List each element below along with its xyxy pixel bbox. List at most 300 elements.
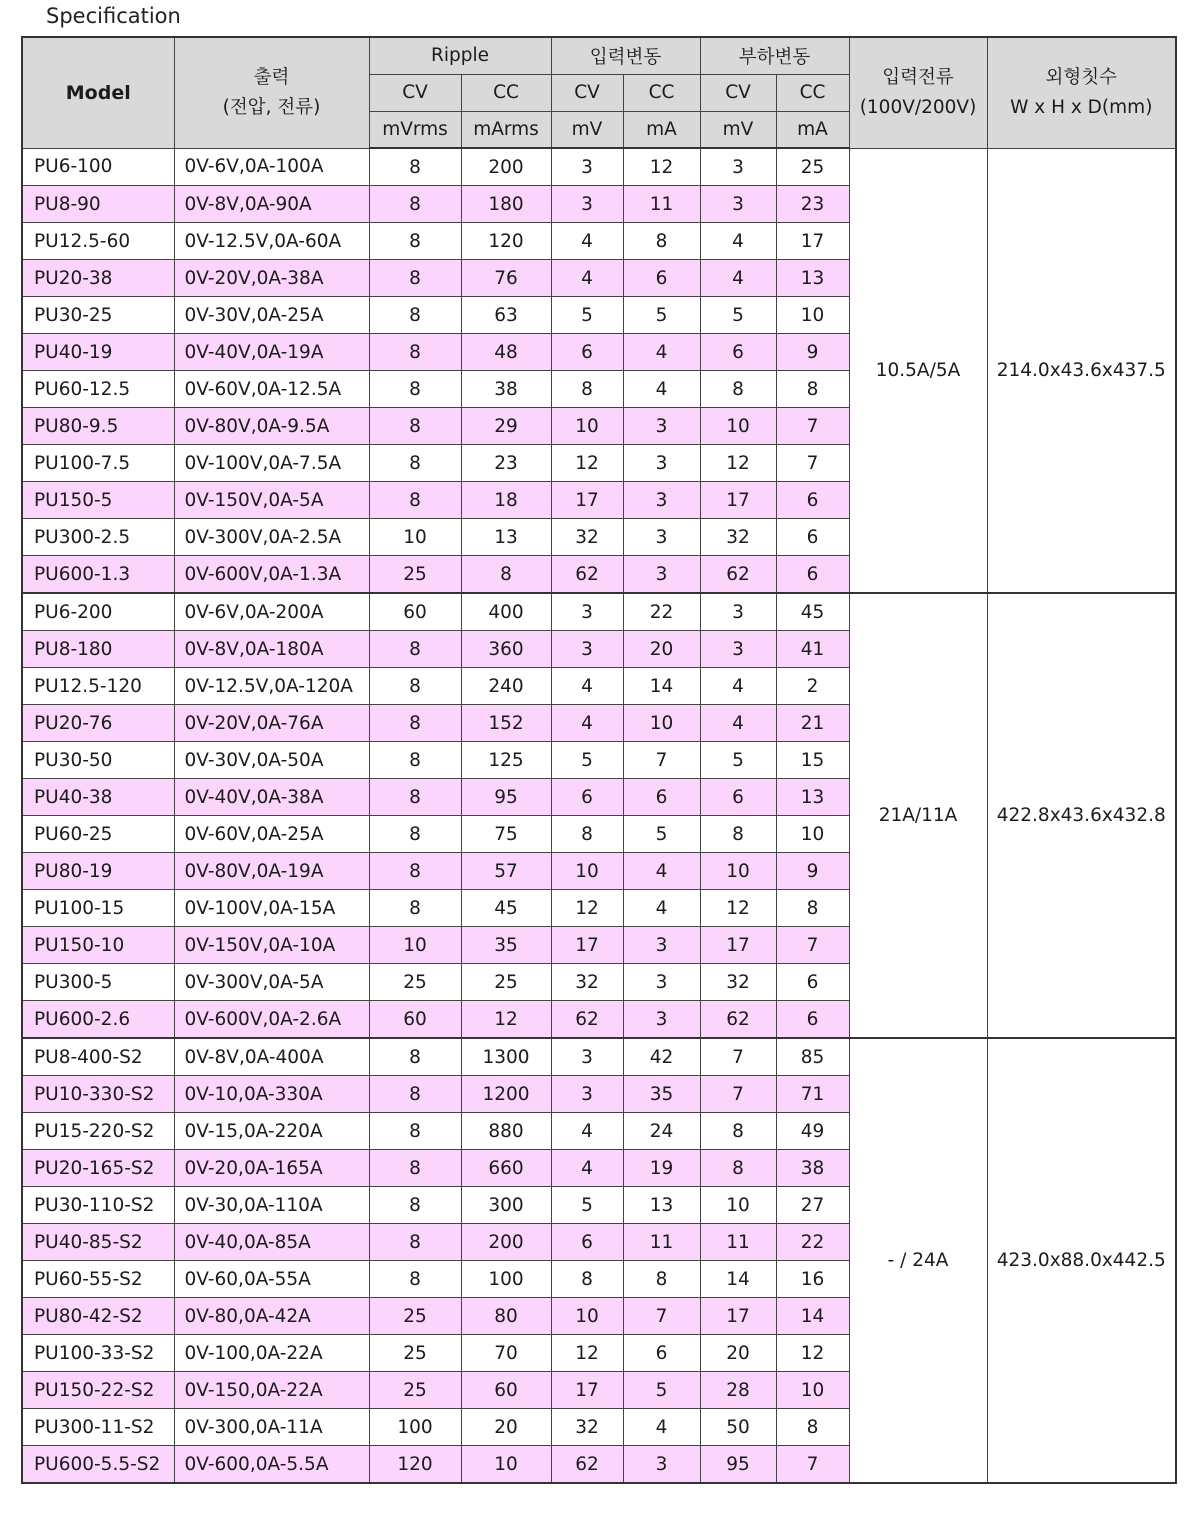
cell-load-cv: 3 bbox=[700, 631, 776, 668]
cell-ripple-cv: 8 bbox=[369, 1187, 461, 1224]
cell-ripple-cv: 60 bbox=[369, 593, 461, 631]
cell-ripple-cv: 8 bbox=[369, 1038, 461, 1076]
cell-input-cc: 3 bbox=[623, 408, 700, 445]
cell-input-cc: 11 bbox=[623, 1224, 700, 1261]
unit-input-cv: mV bbox=[551, 111, 623, 148]
header-model: Model bbox=[22, 37, 174, 148]
cell-load-cv: 5 bbox=[700, 297, 776, 334]
cell-ripple-cc: 12 bbox=[461, 1001, 551, 1039]
cell-input-cv: 4 bbox=[551, 705, 623, 742]
cell-input-cv: 17 bbox=[551, 482, 623, 519]
cell-load-cc: 25 bbox=[776, 148, 849, 186]
header-input-cv: CV bbox=[551, 74, 623, 111]
cell-load-cv: 5 bbox=[700, 742, 776, 779]
cell-load-cc: 12 bbox=[776, 1335, 849, 1372]
cell-input-cv: 32 bbox=[551, 1409, 623, 1446]
cell-output: 0V-100,0A-22A bbox=[174, 1335, 369, 1372]
cell-output: 0V-40V,0A-19A bbox=[174, 334, 369, 371]
cell-output: 0V-12.5V,0A-120A bbox=[174, 668, 369, 705]
cell-input-cv: 3 bbox=[551, 593, 623, 631]
header-output bbox=[174, 37, 369, 148]
cell-ripple-cc: 180 bbox=[461, 186, 551, 223]
cell-load-cc: 15 bbox=[776, 742, 849, 779]
cell-load-cv: 17 bbox=[700, 482, 776, 519]
cell-load-cc: 10 bbox=[776, 297, 849, 334]
cell-input-cc: 4 bbox=[623, 334, 700, 371]
header-input-current bbox=[849, 37, 987, 148]
cell-input-cv: 8 bbox=[551, 371, 623, 408]
cell-input-cc: 8 bbox=[623, 223, 700, 260]
cell-ripple-cc: 23 bbox=[461, 445, 551, 482]
cell-ripple-cv: 8 bbox=[369, 742, 461, 779]
cell-ripple-cc: 80 bbox=[461, 1298, 551, 1335]
cell-model: PU100-15 bbox=[22, 890, 174, 927]
cell-output: 0V-20V,0A-38A bbox=[174, 260, 369, 297]
cell-ripple-cv: 8 bbox=[369, 705, 461, 742]
cell-output: 0V-60V,0A-12.5A bbox=[174, 371, 369, 408]
cell-model: PU40-85-S2 bbox=[22, 1224, 174, 1261]
cell-input-cc: 6 bbox=[623, 260, 700, 297]
cell-load-cv: 14 bbox=[700, 1261, 776, 1298]
cell-model: PU6-100 bbox=[22, 148, 174, 186]
cell-input-cc: 3 bbox=[623, 964, 700, 1001]
cell-output: 0V-12.5V,0A-60A bbox=[174, 223, 369, 260]
cell-input-cv: 4 bbox=[551, 260, 623, 297]
cell-load-cc: 21 bbox=[776, 705, 849, 742]
cell-output: 0V-20V,0A-76A bbox=[174, 705, 369, 742]
cell-load-cv: 32 bbox=[700, 519, 776, 556]
cell-input-cc: 14 bbox=[623, 668, 700, 705]
cell-output: 0V-30V,0A-50A bbox=[174, 742, 369, 779]
cell-load-cv: 8 bbox=[700, 371, 776, 408]
cell-load-cv: 20 bbox=[700, 1335, 776, 1372]
cell-model: PU8-90 bbox=[22, 186, 174, 223]
cell-input-cv: 5 bbox=[551, 742, 623, 779]
cell-ripple-cv: 25 bbox=[369, 1372, 461, 1409]
cell-ripple-cv: 8 bbox=[369, 1261, 461, 1298]
cell-input-cc: 19 bbox=[623, 1150, 700, 1187]
cell-load-cv: 28 bbox=[700, 1372, 776, 1409]
cell-ripple-cc: 60 bbox=[461, 1372, 551, 1409]
cell-ripple-cc: 35 bbox=[461, 927, 551, 964]
cell-model: PU20-76 bbox=[22, 705, 174, 742]
cell-load-cc: 8 bbox=[776, 1409, 849, 1446]
cell-input-cv: 32 bbox=[551, 519, 623, 556]
cell-output: 0V-8V,0A-400A bbox=[174, 1038, 369, 1076]
cell-input-cv: 6 bbox=[551, 1224, 623, 1261]
page-title: Specification bbox=[46, 4, 181, 28]
cell-ripple-cc: 70 bbox=[461, 1335, 551, 1372]
cell-load-cv: 10 bbox=[700, 853, 776, 890]
cell-output: 0V-6V,0A-100A bbox=[174, 148, 369, 186]
cell-load-cv: 3 bbox=[700, 148, 776, 186]
cell-load-cv: 4 bbox=[700, 705, 776, 742]
cell-ripple-cc: 29 bbox=[461, 408, 551, 445]
cell-ripple-cv: 8 bbox=[369, 445, 461, 482]
cell-dimensions: 422.8x43.6x432.8 bbox=[987, 593, 1176, 1038]
cell-input-cv: 5 bbox=[551, 1187, 623, 1224]
cell-model: PU60-12.5 bbox=[22, 371, 174, 408]
cell-ripple-cv: 8 bbox=[369, 148, 461, 186]
cell-ripple-cv: 10 bbox=[369, 927, 461, 964]
cell-input-cv: 62 bbox=[551, 556, 623, 594]
cell-input-current: - / 24A bbox=[849, 1038, 987, 1483]
cell-model: PU20-38 bbox=[22, 260, 174, 297]
cell-input-cv: 4 bbox=[551, 223, 623, 260]
cell-ripple-cv: 8 bbox=[369, 223, 461, 260]
cell-ripple-cc: 38 bbox=[461, 371, 551, 408]
cell-input-cc: 3 bbox=[623, 1446, 700, 1484]
cell-input-cv: 10 bbox=[551, 853, 623, 890]
header-input-current-line1: 입력전류 bbox=[882, 66, 954, 88]
cell-model: PU30-25 bbox=[22, 297, 174, 334]
cell-model: PU600-5.5-S2 bbox=[22, 1446, 174, 1484]
cell-input-cc: 24 bbox=[623, 1113, 700, 1150]
cell-input-cv: 4 bbox=[551, 668, 623, 705]
cell-ripple-cv: 120 bbox=[369, 1446, 461, 1484]
cell-input-cc: 3 bbox=[623, 1001, 700, 1039]
cell-model: PU100-7.5 bbox=[22, 445, 174, 482]
header-dimensions-line2: W x H x D(mm) bbox=[1010, 96, 1153, 118]
cell-load-cc: 17 bbox=[776, 223, 849, 260]
cell-output: 0V-10,0A-330A bbox=[174, 1076, 369, 1113]
cell-load-cc: 13 bbox=[776, 260, 849, 297]
cell-ripple-cc: 880 bbox=[461, 1113, 551, 1150]
cell-load-cc: 10 bbox=[776, 816, 849, 853]
cell-input-cv: 8 bbox=[551, 1261, 623, 1298]
cell-ripple-cv: 8 bbox=[369, 816, 461, 853]
cell-load-cv: 50 bbox=[700, 1409, 776, 1446]
cell-load-cc: 27 bbox=[776, 1187, 849, 1224]
cell-model: PU80-42-S2 bbox=[22, 1298, 174, 1335]
cell-output: 0V-600V,0A-2.6A bbox=[174, 1001, 369, 1039]
cell-input-cv: 10 bbox=[551, 408, 623, 445]
cell-ripple-cc: 76 bbox=[461, 260, 551, 297]
cell-ripple-cc: 48 bbox=[461, 334, 551, 371]
cell-model: PU150-10 bbox=[22, 927, 174, 964]
cell-ripple-cc: 10 bbox=[461, 1446, 551, 1484]
cell-load-cc: 9 bbox=[776, 334, 849, 371]
cell-ripple-cv: 10 bbox=[369, 519, 461, 556]
cell-model: PU12.5-120 bbox=[22, 668, 174, 705]
cell-output: 0V-300V,0A-2.5A bbox=[174, 519, 369, 556]
cell-load-cv: 3 bbox=[700, 593, 776, 631]
table-row bbox=[22, 593, 1176, 631]
cell-load-cv: 3 bbox=[700, 186, 776, 223]
cell-load-cc: 6 bbox=[776, 482, 849, 519]
cell-load-cc: 16 bbox=[776, 1261, 849, 1298]
cell-input-cv: 10 bbox=[551, 1298, 623, 1335]
cell-load-cc: 49 bbox=[776, 1113, 849, 1150]
header-input-current-line2: (100V/200V) bbox=[859, 96, 977, 118]
cell-ripple-cv: 8 bbox=[369, 631, 461, 668]
cell-ripple-cc: 200 bbox=[461, 148, 551, 186]
cell-input-cv: 62 bbox=[551, 1001, 623, 1039]
cell-input-cc: 5 bbox=[623, 816, 700, 853]
cell-load-cv: 6 bbox=[700, 779, 776, 816]
cell-model: PU12.5-60 bbox=[22, 223, 174, 260]
cell-load-cc: 7 bbox=[776, 408, 849, 445]
header-ripple-cv: CV bbox=[369, 74, 461, 111]
table-header bbox=[22, 37, 1176, 148]
header-output-line2: (전압, 전류) bbox=[222, 96, 321, 118]
cell-ripple-cc: 57 bbox=[461, 853, 551, 890]
cell-load-cc: 13 bbox=[776, 779, 849, 816]
cell-output: 0V-150,0A-22A bbox=[174, 1372, 369, 1409]
cell-ripple-cc: 63 bbox=[461, 297, 551, 334]
cell-load-cv: 6 bbox=[700, 334, 776, 371]
cell-load-cv: 62 bbox=[700, 1001, 776, 1039]
cell-ripple-cv: 8 bbox=[369, 186, 461, 223]
cell-output: 0V-30V,0A-25A bbox=[174, 297, 369, 334]
cell-output: 0V-8V,0A-180A bbox=[174, 631, 369, 668]
cell-ripple-cc: 360 bbox=[461, 631, 551, 668]
cell-ripple-cc: 95 bbox=[461, 779, 551, 816]
header-ripple-cc: CC bbox=[461, 74, 551, 111]
cell-input-cv: 12 bbox=[551, 445, 623, 482]
cell-ripple-cv: 8 bbox=[369, 668, 461, 705]
cell-input-current: 21A/11A bbox=[849, 593, 987, 1038]
cell-input-cc: 3 bbox=[623, 927, 700, 964]
cell-output: 0V-600V,0A-1.3A bbox=[174, 556, 369, 594]
cell-output: 0V-20,0A-165A bbox=[174, 1150, 369, 1187]
cell-input-cc: 5 bbox=[623, 1372, 700, 1409]
cell-ripple-cc: 240 bbox=[461, 668, 551, 705]
cell-model: PU6-200 bbox=[22, 593, 174, 631]
cell-load-cc: 8 bbox=[776, 890, 849, 927]
cell-load-cv: 8 bbox=[700, 1113, 776, 1150]
cell-ripple-cv: 8 bbox=[369, 1076, 461, 1113]
cell-load-cc: 38 bbox=[776, 1150, 849, 1187]
cell-ripple-cv: 60 bbox=[369, 1001, 461, 1039]
cell-input-cc: 8 bbox=[623, 1261, 700, 1298]
cell-ripple-cv: 8 bbox=[369, 1224, 461, 1261]
cell-model: PU100-33-S2 bbox=[22, 1335, 174, 1372]
cell-ripple-cc: 125 bbox=[461, 742, 551, 779]
header-output-line1: 출력 bbox=[253, 66, 290, 88]
cell-input-cc: 22 bbox=[623, 593, 700, 631]
cell-model: PU300-5 bbox=[22, 964, 174, 1001]
cell-output: 0V-150V,0A-5A bbox=[174, 482, 369, 519]
header-input-variation: 입력변동 bbox=[551, 37, 700, 74]
cell-load-cc: 45 bbox=[776, 593, 849, 631]
table-row bbox=[22, 1038, 1176, 1076]
cell-output: 0V-600,0A-5.5A bbox=[174, 1446, 369, 1484]
cell-input-cv: 3 bbox=[551, 148, 623, 186]
cell-input-cc: 4 bbox=[623, 1409, 700, 1446]
table-body bbox=[22, 148, 1176, 1483]
cell-ripple-cc: 18 bbox=[461, 482, 551, 519]
cell-ripple-cv: 8 bbox=[369, 779, 461, 816]
cell-model: PU80-9.5 bbox=[22, 408, 174, 445]
cell-model: PU30-110-S2 bbox=[22, 1187, 174, 1224]
cell-model: PU300-11-S2 bbox=[22, 1409, 174, 1446]
cell-load-cc: 23 bbox=[776, 186, 849, 223]
cell-ripple-cc: 1300 bbox=[461, 1038, 551, 1076]
cell-ripple-cc: 13 bbox=[461, 519, 551, 556]
cell-load-cc: 6 bbox=[776, 1001, 849, 1039]
cell-input-cc: 20 bbox=[623, 631, 700, 668]
cell-ripple-cv: 8 bbox=[369, 1150, 461, 1187]
cell-model: PU150-5 bbox=[22, 482, 174, 519]
header-load-cv: CV bbox=[700, 74, 776, 111]
header-dimensions bbox=[987, 37, 1176, 148]
cell-output: 0V-6V,0A-200A bbox=[174, 593, 369, 631]
cell-input-cv: 3 bbox=[551, 1038, 623, 1076]
cell-ripple-cv: 8 bbox=[369, 482, 461, 519]
cell-load-cv: 4 bbox=[700, 668, 776, 705]
cell-input-cv: 4 bbox=[551, 1150, 623, 1187]
cell-load-cc: 71 bbox=[776, 1076, 849, 1113]
cell-input-cc: 6 bbox=[623, 1335, 700, 1372]
cell-output: 0V-8V,0A-90A bbox=[174, 186, 369, 223]
cell-ripple-cv: 25 bbox=[369, 556, 461, 594]
cell-output: 0V-80V,0A-9.5A bbox=[174, 408, 369, 445]
cell-input-cc: 3 bbox=[623, 519, 700, 556]
cell-load-cv: 7 bbox=[700, 1076, 776, 1113]
cell-model: PU60-55-S2 bbox=[22, 1261, 174, 1298]
cell-ripple-cc: 75 bbox=[461, 816, 551, 853]
header-ripple: Ripple bbox=[369, 37, 551, 74]
cell-load-cv: 32 bbox=[700, 964, 776, 1001]
cell-ripple-cv: 25 bbox=[369, 1335, 461, 1372]
cell-input-cv: 17 bbox=[551, 927, 623, 964]
cell-output: 0V-150V,0A-10A bbox=[174, 927, 369, 964]
cell-ripple-cc: 120 bbox=[461, 223, 551, 260]
cell-model: PU8-400-S2 bbox=[22, 1038, 174, 1076]
cell-ripple-cc: 1200 bbox=[461, 1076, 551, 1113]
cell-load-cv: 10 bbox=[700, 408, 776, 445]
cell-ripple-cv: 8 bbox=[369, 853, 461, 890]
cell-input-cv: 32 bbox=[551, 964, 623, 1001]
cell-load-cc: 22 bbox=[776, 1224, 849, 1261]
cell-output: 0V-100V,0A-7.5A bbox=[174, 445, 369, 482]
cell-model: PU80-19 bbox=[22, 853, 174, 890]
cell-output: 0V-80V,0A-19A bbox=[174, 853, 369, 890]
cell-load-cv: 8 bbox=[700, 816, 776, 853]
cell-input-cc: 3 bbox=[623, 482, 700, 519]
cell-input-cv: 4 bbox=[551, 1113, 623, 1150]
cell-input-cc: 4 bbox=[623, 853, 700, 890]
cell-load-cc: 7 bbox=[776, 445, 849, 482]
cell-load-cc: 14 bbox=[776, 1298, 849, 1335]
cell-input-cv: 12 bbox=[551, 1335, 623, 1372]
cell-model: PU15-220-S2 bbox=[22, 1113, 174, 1150]
cell-output: 0V-30,0A-110A bbox=[174, 1187, 369, 1224]
cell-input-cc: 10 bbox=[623, 705, 700, 742]
cell-load-cv: 12 bbox=[700, 445, 776, 482]
cell-load-cv: 95 bbox=[700, 1446, 776, 1484]
cell-model: PU40-19 bbox=[22, 334, 174, 371]
cell-ripple-cc: 45 bbox=[461, 890, 551, 927]
cell-model: PU20-165-S2 bbox=[22, 1150, 174, 1187]
cell-load-cc: 2 bbox=[776, 668, 849, 705]
cell-ripple-cv: 8 bbox=[369, 260, 461, 297]
cell-model: PU300-2.5 bbox=[22, 519, 174, 556]
cell-ripple-cc: 200 bbox=[461, 1224, 551, 1261]
cell-ripple-cv: 8 bbox=[369, 408, 461, 445]
cell-input-cc: 4 bbox=[623, 371, 700, 408]
cell-ripple-cv: 8 bbox=[369, 297, 461, 334]
header-dimensions-line1: 외형칫수 bbox=[1045, 66, 1117, 88]
cell-load-cc: 6 bbox=[776, 519, 849, 556]
cell-output: 0V-40V,0A-38A bbox=[174, 779, 369, 816]
cell-input-cc: 12 bbox=[623, 148, 700, 186]
cell-dimensions: 214.0x43.6x437.5 bbox=[987, 148, 1176, 593]
cell-input-cc: 5 bbox=[623, 297, 700, 334]
cell-load-cc: 7 bbox=[776, 927, 849, 964]
cell-model: PU600-2.6 bbox=[22, 1001, 174, 1039]
unit-load-cc: mA bbox=[776, 111, 849, 148]
cell-input-cv: 62 bbox=[551, 1446, 623, 1484]
cell-output: 0V-40,0A-85A bbox=[174, 1224, 369, 1261]
cell-output: 0V-60,0A-55A bbox=[174, 1261, 369, 1298]
unit-ripple-cc: mArms bbox=[461, 111, 551, 148]
cell-output: 0V-15,0A-220A bbox=[174, 1113, 369, 1150]
cell-ripple-cc: 400 bbox=[461, 593, 551, 631]
cell-load-cv: 17 bbox=[700, 1298, 776, 1335]
cell-ripple-cv: 8 bbox=[369, 371, 461, 408]
header-load-variation: 부하변동 bbox=[700, 37, 849, 74]
cell-model: PU150-22-S2 bbox=[22, 1372, 174, 1409]
cell-input-cc: 3 bbox=[623, 556, 700, 594]
cell-ripple-cc: 20 bbox=[461, 1409, 551, 1446]
cell-load-cv: 4 bbox=[700, 260, 776, 297]
cell-output: 0V-300V,0A-5A bbox=[174, 964, 369, 1001]
cell-input-cv: 6 bbox=[551, 334, 623, 371]
cell-ripple-cv: 25 bbox=[369, 964, 461, 1001]
cell-load-cv: 11 bbox=[700, 1224, 776, 1261]
cell-ripple-cc: 25 bbox=[461, 964, 551, 1001]
cell-dimensions: 423.0x88.0x442.5 bbox=[987, 1038, 1176, 1483]
cell-ripple-cc: 152 bbox=[461, 705, 551, 742]
cell-output: 0V-80,0A-42A bbox=[174, 1298, 369, 1335]
cell-input-cv: 8 bbox=[551, 816, 623, 853]
cell-input-cc: 7 bbox=[623, 742, 700, 779]
cell-output: 0V-100V,0A-15A bbox=[174, 890, 369, 927]
cell-input-cv: 12 bbox=[551, 890, 623, 927]
cell-model: PU10-330-S2 bbox=[22, 1076, 174, 1113]
cell-ripple-cc: 8 bbox=[461, 556, 551, 594]
header-load-cc: CC bbox=[776, 74, 849, 111]
cell-ripple-cv: 8 bbox=[369, 890, 461, 927]
cell-load-cc: 8 bbox=[776, 371, 849, 408]
cell-input-current: 10.5A/5A bbox=[849, 148, 987, 593]
unit-input-cc: mA bbox=[623, 111, 700, 148]
cell-input-cv: 5 bbox=[551, 297, 623, 334]
cell-model: PU8-180 bbox=[22, 631, 174, 668]
cell-input-cv: 3 bbox=[551, 1076, 623, 1113]
cell-ripple-cc: 660 bbox=[461, 1150, 551, 1187]
cell-load-cc: 6 bbox=[776, 556, 849, 594]
cell-load-cv: 17 bbox=[700, 927, 776, 964]
cell-load-cv: 62 bbox=[700, 556, 776, 594]
cell-input-cc: 4 bbox=[623, 890, 700, 927]
cell-input-cc: 42 bbox=[623, 1038, 700, 1076]
cell-input-cc: 35 bbox=[623, 1076, 700, 1113]
cell-input-cc: 7 bbox=[623, 1298, 700, 1335]
cell-load-cc: 6 bbox=[776, 964, 849, 1001]
cell-input-cc: 11 bbox=[623, 186, 700, 223]
header-input-cc: CC bbox=[623, 74, 700, 111]
cell-input-cc: 13 bbox=[623, 1187, 700, 1224]
cell-load-cv: 10 bbox=[700, 1187, 776, 1224]
cell-load-cc: 7 bbox=[776, 1446, 849, 1484]
cell-model: PU60-25 bbox=[22, 816, 174, 853]
cell-input-cv: 6 bbox=[551, 779, 623, 816]
specification-table bbox=[21, 36, 1177, 1484]
cell-ripple-cc: 300 bbox=[461, 1187, 551, 1224]
